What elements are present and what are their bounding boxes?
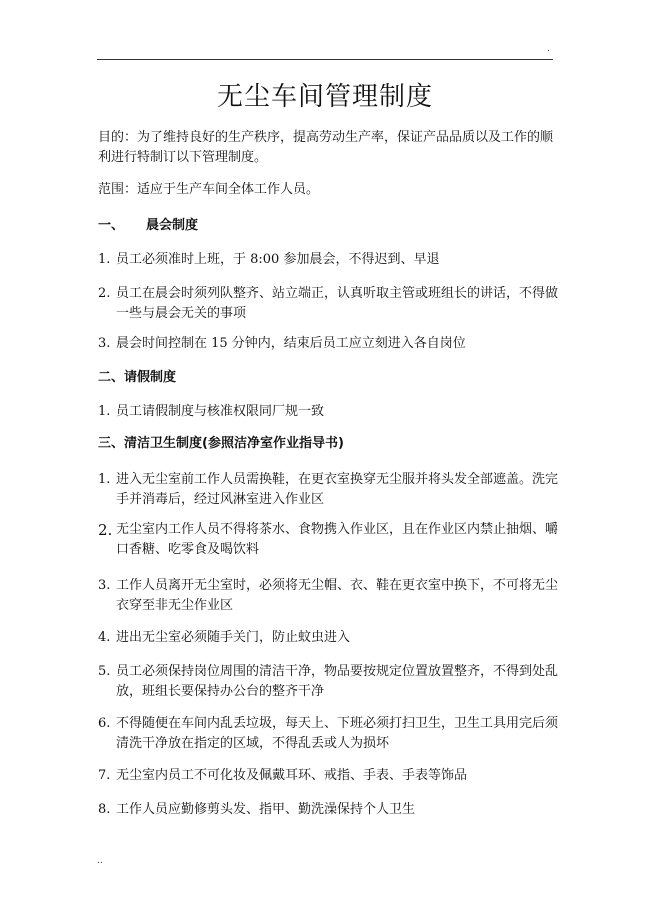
section-heading-2 bbox=[98, 368, 560, 388]
document-title: 无尘车间管理制度 bbox=[216, 82, 433, 112]
item-text: 进出无尘室必须随手关门，防止蚊虫进入 bbox=[116, 630, 351, 645]
list-item bbox=[98, 520, 560, 560]
item-number: 3. bbox=[98, 336, 111, 351]
section-heading-1 bbox=[98, 216, 560, 236]
section-number: 三、 bbox=[98, 436, 125, 451]
item-text: 工作人员应勤修剪头发、指甲、勤洗澡保持个人卫生 bbox=[116, 802, 416, 817]
list-item bbox=[98, 714, 560, 754]
section-title: 请假制度 bbox=[124, 370, 177, 385]
list-item bbox=[98, 766, 560, 786]
section-title: 清洁卫生制度(参照洁净室作业指导书) bbox=[124, 436, 344, 451]
list-item bbox=[98, 334, 560, 354]
header-mark: . bbox=[547, 44, 550, 54]
item-text: 员工请假制度与核准权限同厂规一致 bbox=[116, 404, 325, 419]
header-rule bbox=[97, 59, 553, 60]
item-number: 2. bbox=[98, 286, 111, 301]
section-heading-3 bbox=[98, 434, 560, 454]
section-title: 晨会制度 bbox=[146, 218, 199, 233]
item-text: 员工在晨会时须列队整齐、站立端正，认真听取主管或班组长的讲话，不得做一些与晨会无关的事项 bbox=[116, 286, 559, 321]
item-number: 6. bbox=[98, 716, 111, 731]
item-text: 晨会时间控制在 15 分钟内，结束后员工应立刻进入各自岗位 bbox=[116, 336, 466, 351]
item-number: 3. bbox=[98, 578, 111, 593]
item-text: 进入无尘室前工作人员需换鞋，在更衣室换穿无尘服并将头发全部遮盖。洗完手并消毒后，经过风淋室进入作业区 bbox=[116, 472, 559, 507]
scope-paragraph: 范围：适应于生产车间全体工作人员。 bbox=[98, 182, 320, 197]
item-number: 1. bbox=[98, 472, 111, 487]
list-item bbox=[98, 800, 560, 820]
item-number: 4. bbox=[98, 630, 111, 645]
list-item bbox=[98, 250, 560, 270]
item-text: 员工必须准时上班，于 8:00 参加晨会，不得迟到、早退 bbox=[116, 252, 440, 267]
item-text: 不得随便在车间内乱丢垃圾，每天上、下班必须打扫卫生，卫生工具用完后须清洗干净放在指定的区域，不得乱丢或人为损坏 bbox=[116, 716, 559, 751]
item-number: 7. bbox=[98, 768, 111, 783]
section-number: 一、 bbox=[98, 218, 125, 233]
item-number: 5. bbox=[98, 664, 111, 679]
list-item bbox=[98, 662, 560, 702]
item-text: 无尘室内员工不可化妆及佩戴耳环、戒指、手表、手表等饰品 bbox=[116, 768, 468, 783]
list-item bbox=[98, 402, 560, 422]
item-text: 工作人员离开无尘室时，必须将无尘帽、衣、鞋在更衣室中换下，不可将无尘衣穿至非无尘作业区 bbox=[116, 578, 559, 613]
list-item bbox=[98, 576, 560, 616]
item-number: 8. bbox=[98, 802, 111, 817]
item-number: 1. bbox=[98, 404, 111, 419]
list-item bbox=[98, 284, 560, 324]
item-text: 无尘室内工作人员不得将茶水、食物携入作业区，且在作业区内禁止抽烟、嚼口香糖、吃零食及喝饮料 bbox=[116, 522, 559, 557]
footer-mark: .. bbox=[97, 856, 103, 866]
item-number: 2. bbox=[98, 521, 113, 539]
list-item bbox=[98, 470, 560, 510]
item-number: 1. bbox=[98, 252, 111, 267]
purpose-paragraph: 目的：为了维持良好的生产秩序，提高劳动生产率，保证产品品质以及工作的顺利进行特制订以下管理制度。 bbox=[98, 130, 554, 165]
list-item bbox=[98, 628, 560, 648]
item-text: 员工必须保持岗位周围的清洁干净，物品要按规定位置放置整齐，不得到处乱放，班组长要保持办公台的整齐干净 bbox=[116, 664, 559, 699]
section-number: 二、 bbox=[98, 370, 125, 385]
